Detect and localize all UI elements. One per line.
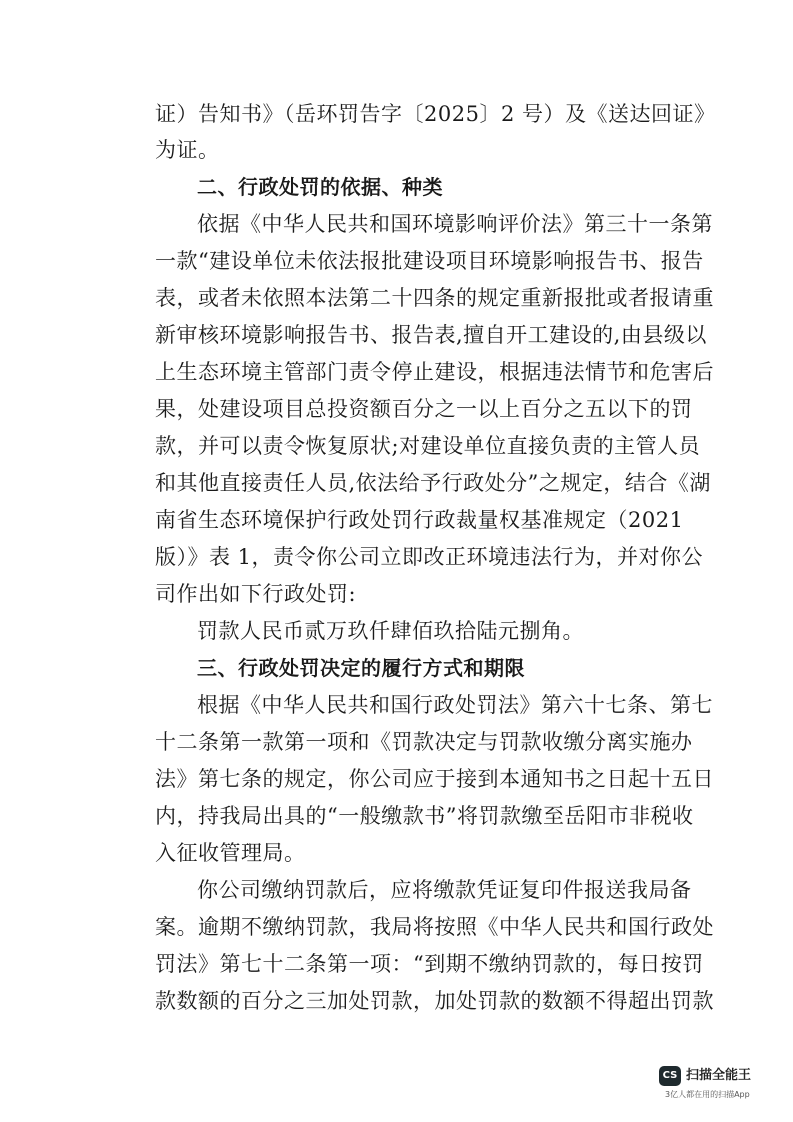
- body-text-line: 上生态环境主管部门责令停止建设，根据违法情节和危害后: [155, 360, 714, 384]
- watermark-tagline: 3亿人都在用的扫描App: [665, 1090, 750, 1099]
- body-text-line: 南省生态环境保护行政处罚行政裁量权基准规定（2021: [155, 508, 684, 532]
- fine-amount-line: 罚款人民币贰万玖仟肆佰玖拾陆元捌角。: [197, 619, 584, 643]
- body-text-line: 和其他直接责任人员,依法给予行政处分”之规定，结合《湖: [155, 471, 711, 495]
- body-text-line: 为证。: [155, 138, 220, 162]
- body-text-line: 罚法》第七十二条第一项：“到期不缴纳罚款的，每日按罚: [155, 952, 704, 976]
- body-text-line: 版）》表 1，责令你公司立即改正环境违法行为，并对你公: [155, 545, 704, 569]
- body-text-line: 案。逾期不缴纳罚款，我局将按照《中华人民共和国行政处: [155, 915, 714, 939]
- body-text-line: 款，并可以责令恢复原状;对建设单位直接负责的主管人员: [155, 434, 701, 458]
- body-text-line: 证）告知书》（岳环罚告字〔2025〕2 号）及《送达回证》: [155, 102, 716, 126]
- body-text-line: 新审核环境影响报告书、报告表,擅自开工建设的,由县级以: [155, 323, 707, 347]
- body-text-line: 款数额的百分之三加处罚款，加处罚款的数额不得超出罚款: [155, 989, 714, 1013]
- body-text-line: 你公司缴纳罚款后，应将缴款凭证复印件报送我局备: [197, 878, 692, 902]
- body-text-line: 果，处建设项目总投资额百分之一以上百分之五以下的罚: [155, 397, 693, 421]
- camscanner-logo-icon: CS: [659, 1066, 681, 1086]
- body-text-line: 一款“建设单位未依法报批建设项目环境影响报告书、报告: [155, 249, 704, 273]
- section-heading: 二、行政处罚的依据、种类: [197, 175, 443, 199]
- body-text-line: 十二条第一款第一项和《罚款决定与罚款收缴分离实施办: [155, 730, 693, 754]
- body-text-line: 司作出如下行政处罚:: [155, 582, 357, 606]
- body-text-line: 内，持我局出具的“一般缴款书”将罚款缴至岳阳市非税收: [155, 804, 694, 828]
- body-text-line: 根据《中华人民共和国行政处罚法》第六十七条、第七: [197, 693, 713, 717]
- scanner-watermark: [659, 1066, 771, 1104]
- body-text-line: 表，或者未依照本法第二十四条的规定重新报批或者报请重: [155, 286, 714, 310]
- body-text-line: 入征收管理局。: [155, 841, 306, 865]
- watermark-app-name: 扫描全能王: [686, 1068, 752, 1083]
- body-text-line: 依据《中华人民共和国环境影响评价法》第三十一条第: [197, 212, 713, 236]
- body-text-line: 法》第七条的规定，你公司应于接到本通知书之日起十五日: [155, 767, 714, 791]
- section-heading: 三、行政处罚决定的履行方式和期限: [197, 656, 525, 680]
